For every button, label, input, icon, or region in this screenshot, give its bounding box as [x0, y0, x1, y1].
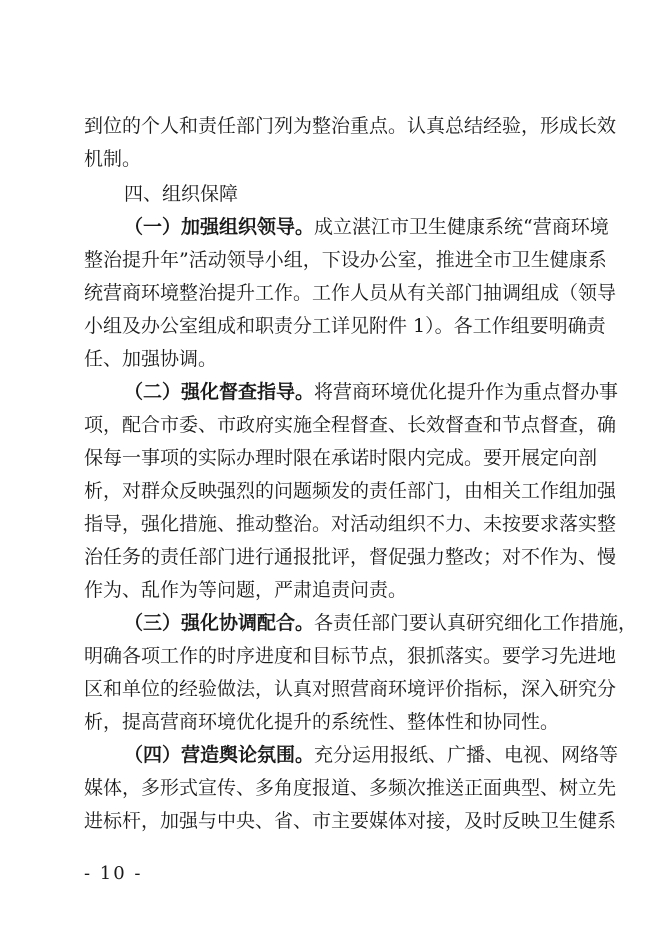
paragraph-lead: （三）强化协调配合。: [124, 612, 315, 634]
page-number: - 10 -: [84, 863, 143, 884]
paragraph-first-line: [124, 379, 619, 405]
paragraph-lead: （四）营造舆论氛围。: [124, 744, 315, 766]
body-text-line: 析，对群众反映强烈的问题频发的责任部门，由相关工作组加强: [84, 480, 617, 502]
body-text-line: 项，配合市委、市政府实施全程督查、长效督查和节点督查，确: [84, 414, 617, 436]
body-text-line: 治任务的责任部门进行通报批评，督促强力整改；对不作为、慢: [84, 546, 617, 568]
paragraph-lead: （一）加强组织领导。: [124, 216, 315, 238]
body-text-line: 任、加强协调。: [84, 348, 218, 370]
paragraph-text: 充分运用报纸、广播、电视、网络等: [314, 744, 619, 766]
body-text-line: 媒体，多形式宣传、多角度报道、多频次推送正面典型、树立先: [84, 777, 617, 799]
section-heading: 四、组织保障: [124, 183, 239, 205]
paragraph-lead: （二）强化督查指导。: [124, 381, 315, 403]
body-text-line: 小组及办公室组成和职责分工详见附件 1）。各工作组要明确责: [84, 315, 606, 337]
body-text-line: 到位的个人和责任部门列为整治重点。认真总结经验，形成长效: [84, 115, 617, 137]
body-text-line: 统营商环境整治提升工作。工作人员从有关部门抽调组成（领导: [84, 282, 617, 304]
paragraph-text: 成立湛江市卫生健康系统“营商环境: [314, 216, 609, 238]
body-text-line: 指导，强化措施、推动整治。对活动组织不力、未按要求落实整: [84, 513, 617, 535]
body-text-line: 作为、乱作为等问题，严肃追责问责。: [84, 579, 408, 601]
body-text-line: 进标杆，加强与中央、省、市主要媒体对接，及时反映卫生健系: [84, 810, 617, 832]
paragraph-first-line: [124, 742, 619, 768]
paragraph-text: 将营商环境优化提升作为重点督办事: [314, 381, 619, 403]
paragraph-text: 各责任部门要认真研究细化工作措施，: [314, 612, 638, 634]
body-text-line: 整治提升年”活动领导小组，下设办公室，推进全市卫生健康系: [84, 249, 607, 271]
paragraph-first-line: [124, 610, 638, 636]
body-text-line: 明确各项工作的时序进度和目标节点，狠抓落实。要学习先进地: [84, 645, 617, 667]
body-text-line: 区和单位的经验做法，认真对照营商环境评价指标，深入研究分: [84, 678, 617, 700]
body-text-line: 保每一事项的实际办理时限在承诺时限内完成。要开展定向剖: [84, 447, 598, 469]
paragraph-first-line: [124, 214, 609, 240]
body-text-line: 机制。: [84, 148, 142, 170]
body-text-line: 析，提高营商环境优化提升的系统性、整体性和协同性。: [84, 711, 560, 733]
